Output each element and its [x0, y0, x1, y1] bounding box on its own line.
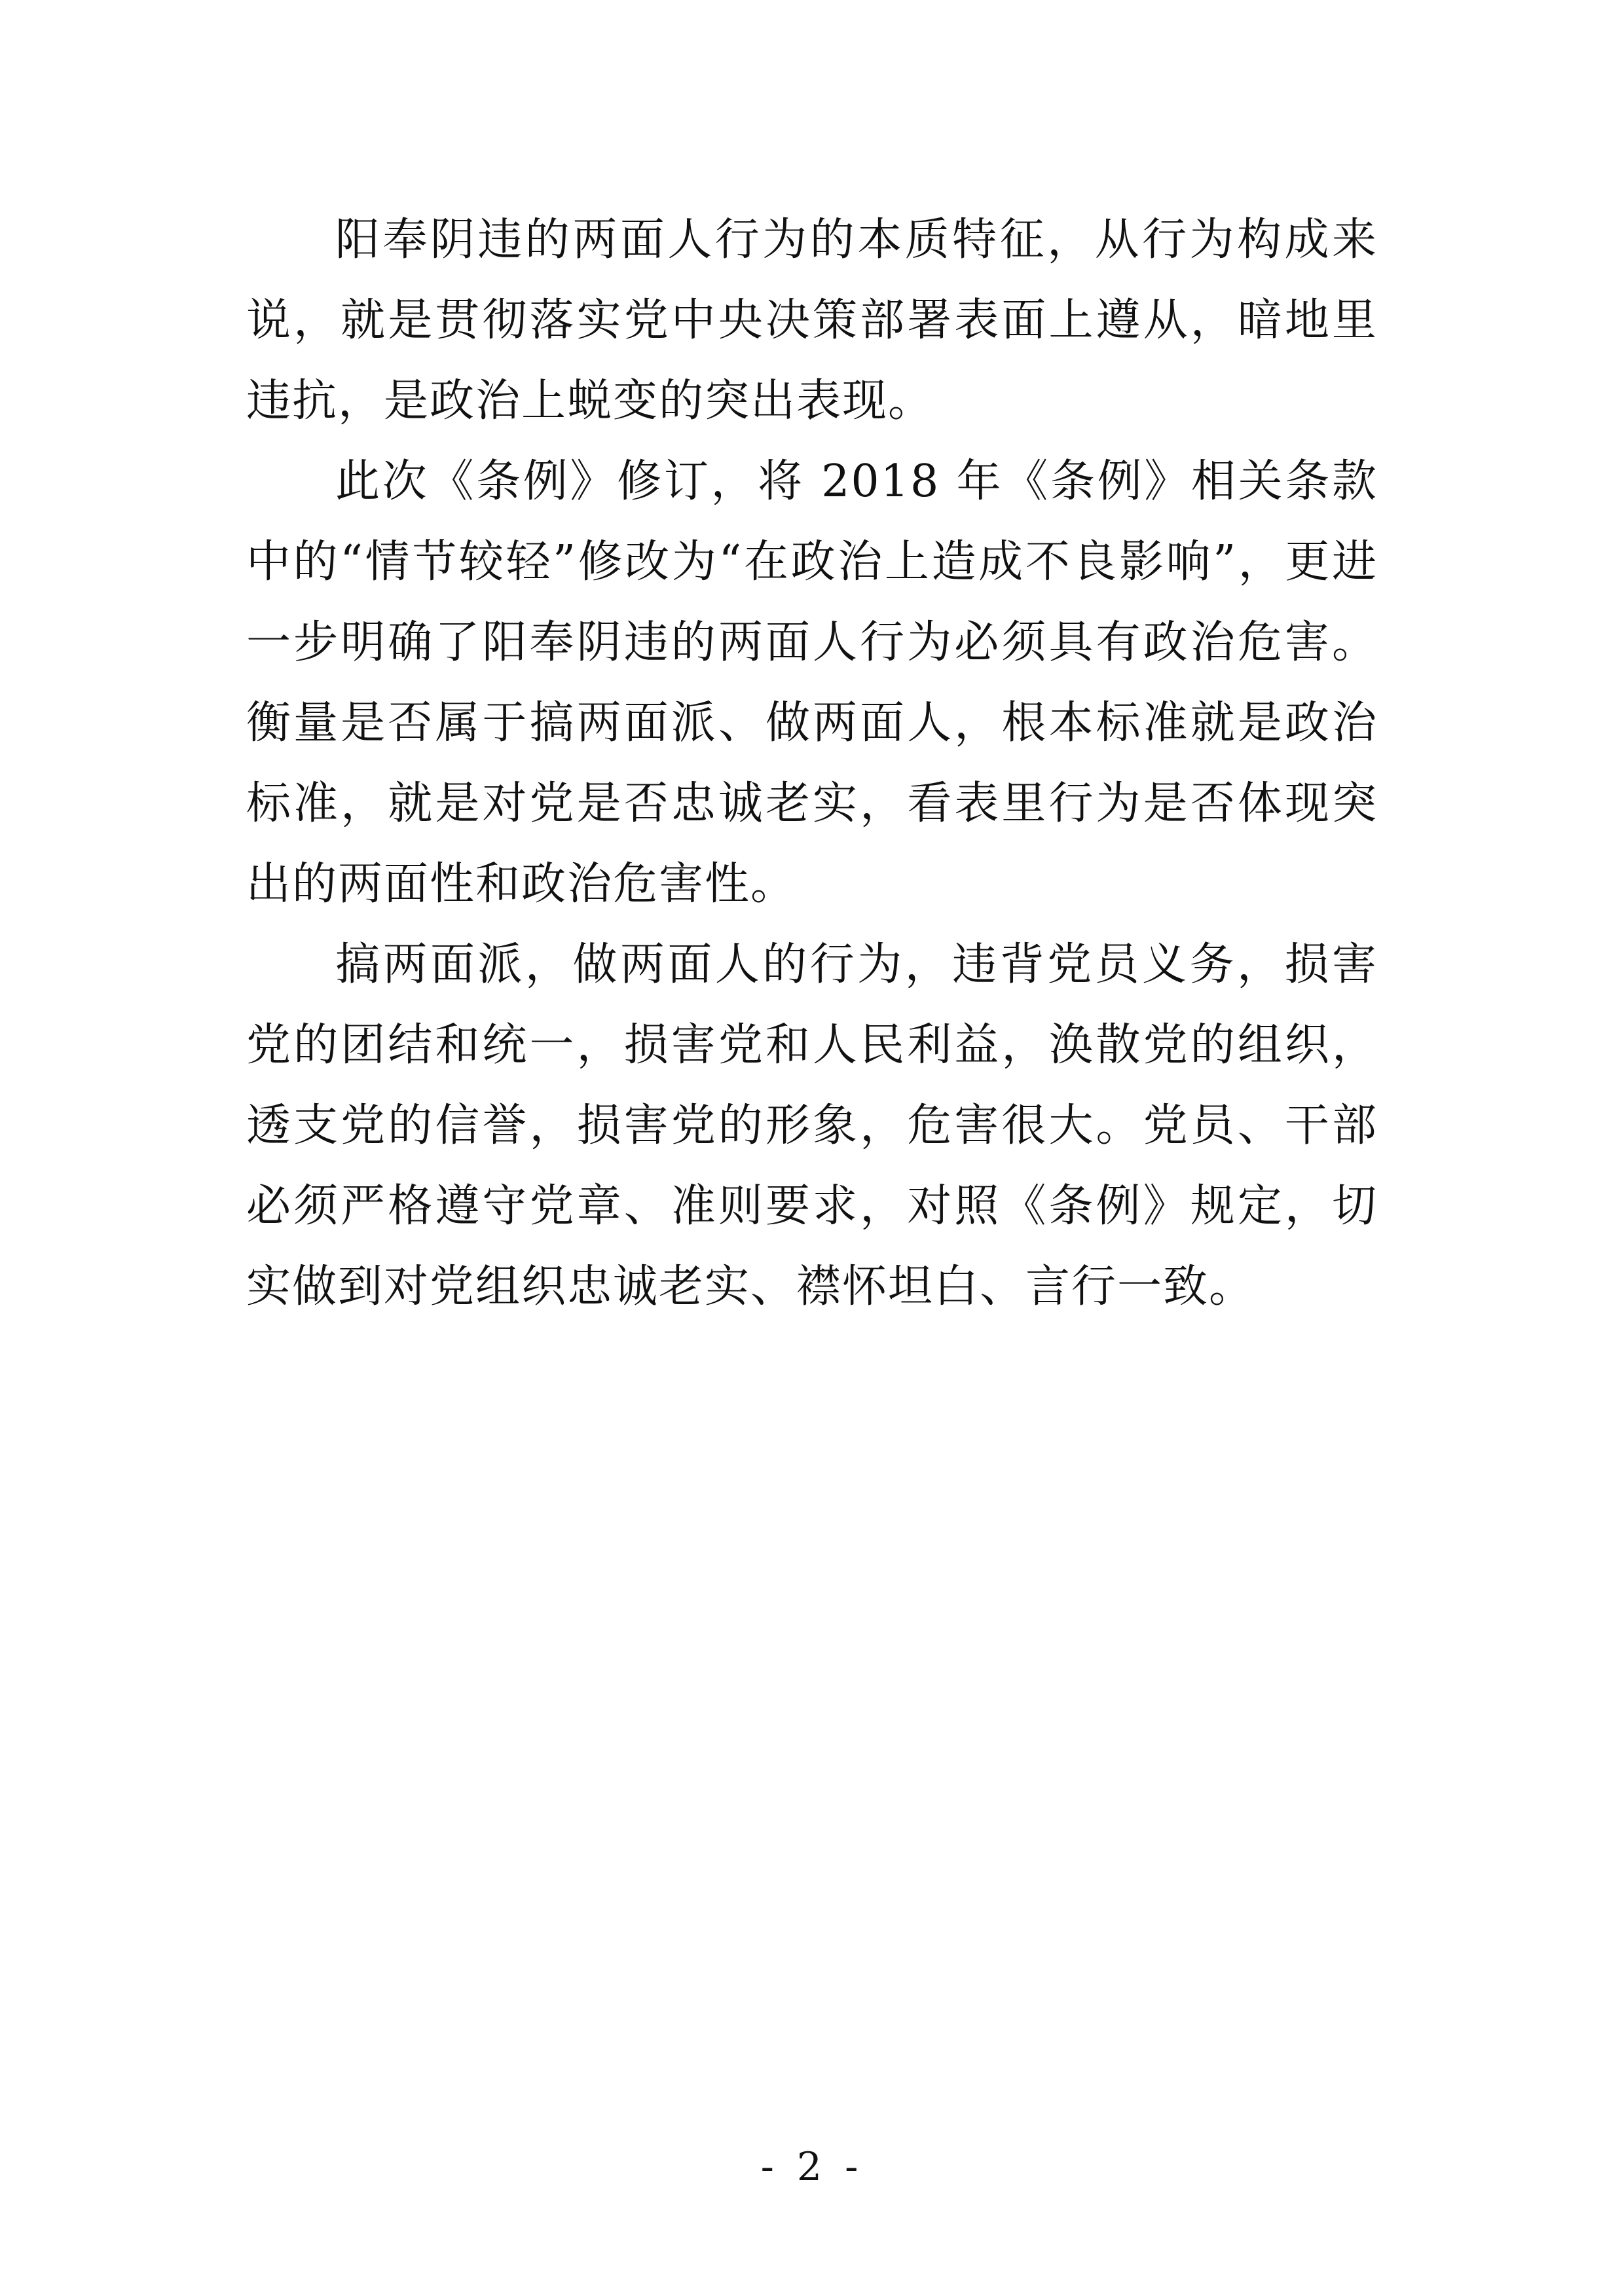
page-number: - 2 - — [760, 2144, 864, 2190]
paragraph: 阳奉阴违的两面人行为的本质特征，从行为构成来说，就是贯彻落实党中央决策部署表面上遵从，暗地里违抗，是政治上蜕变的突出表现。 — [246, 214, 1378, 427]
document-body — [246, 200, 1378, 1327]
paragraph: 此次《条例》修订，将 2018 年《条例》相关条款中的“情节较轻”修改为“在政治上造成不良影响”，更进一步明确了阳奉阴违的两面人行为必须具有政治危害。衡量是否属于搞两面派、做两面人，根本标准就是政治标准，就是对党是否忠诚老实，看表里行为是否体现突出的两面性和政治危害性。 — [246, 456, 1378, 910]
paragraph: 搞两面派，做两面人的行为，违背党员义务，损害党的团结和统一，损害党和人民利益，涣散党的组织，透支党的信誉，损害党的形象，危害很大。党员、干部必须严格遵守党章、准则要求，对照《条例》规定，切实做到对党组织忠诚老实、襟怀坦白、言行一致。 — [246, 939, 1378, 1313]
